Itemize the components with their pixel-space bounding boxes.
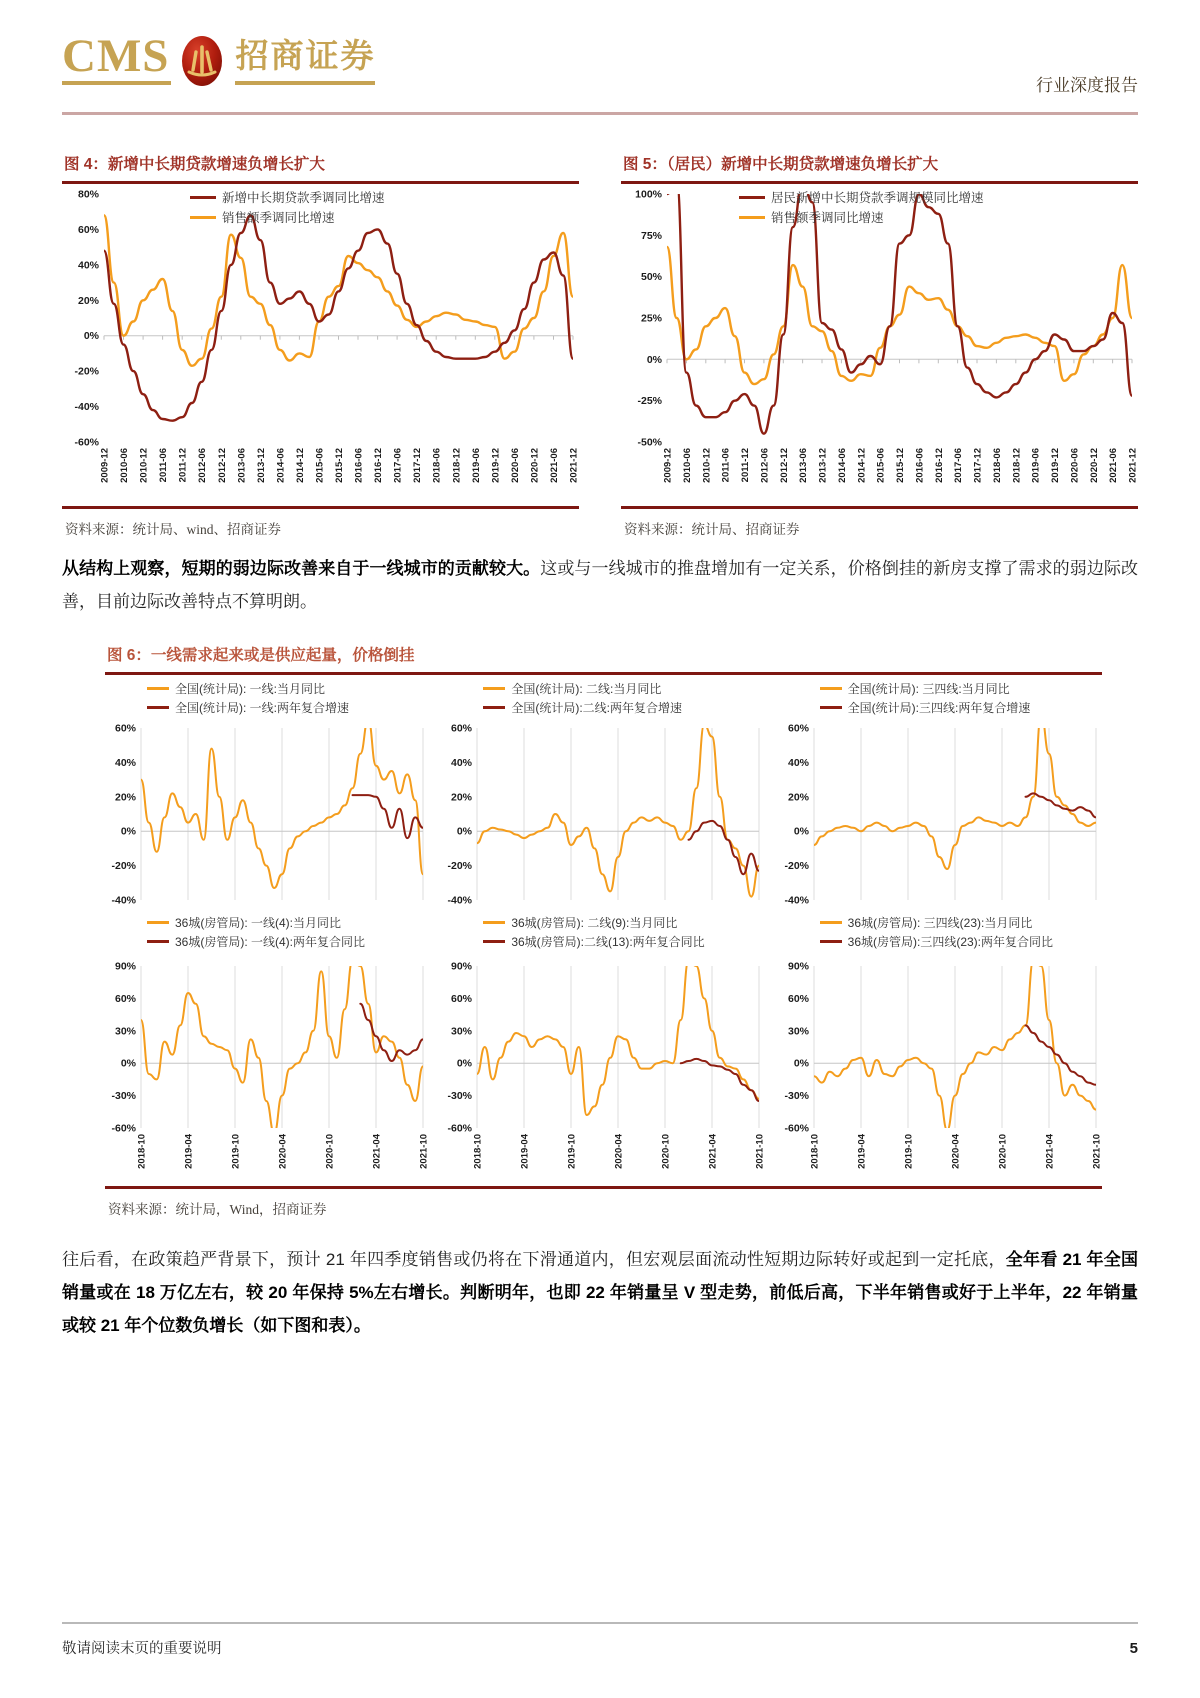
x-axis-tick: 2010-06	[119, 448, 130, 483]
y-axis-tick: 40%	[451, 756, 473, 769]
x-axis-tick: 2015-06	[314, 448, 326, 483]
y-axis-tick: -20%	[784, 860, 809, 873]
x-axis-tick: 2021-06	[1108, 448, 1120, 483]
legend-label: 全国(统计局):三四线:两年复合增速	[847, 701, 1031, 715]
analysis-paragraph-1	[62, 552, 1138, 618]
x-axis-tick: 2021-06	[549, 448, 560, 483]
x-axis-tick: 2009-12	[662, 448, 674, 483]
legend-item	[483, 914, 704, 931]
x-axis-tick: 2012-12	[216, 448, 228, 483]
legend-item	[483, 680, 682, 697]
figure5-source: 资料来源：统计局、招商证券	[624, 522, 800, 537]
subchart-legend	[820, 680, 1031, 716]
chart-canvas	[105, 914, 429, 1186]
legend-label: 36城(房管局): 一线(4):两年复合同比	[175, 935, 366, 949]
x-axis-tick: 2019-12	[490, 448, 502, 483]
x-axis-tick: 2016-12	[373, 448, 385, 483]
x-axis-tick: 2016-06	[914, 448, 926, 483]
x-axis-tick: 2019-10	[230, 1134, 242, 1169]
y-axis-tick: 0%	[120, 1057, 136, 1070]
figure5	[621, 150, 1138, 538]
x-axis-tick: 2016-12	[933, 448, 945, 483]
chart-canvas	[621, 184, 1138, 506]
chart-canvas	[441, 914, 765, 1186]
y-axis-tick: 80%	[77, 188, 99, 201]
figure6-subchart-36city-tier1	[105, 914, 429, 1186]
y-axis-tick: 60%	[114, 992, 136, 1005]
series-line	[1025, 793, 1096, 817]
x-axis-tick: 2013-06	[236, 448, 248, 483]
legend-item	[190, 188, 385, 206]
figure6-subchart-tier2	[441, 680, 765, 910]
figure5-chart	[621, 184, 1138, 506]
y-axis-tick: 40%	[77, 259, 99, 272]
subchart-legend	[820, 914, 1053, 950]
legend-label: 新增中长期贷款季调同比增速	[222, 191, 385, 205]
legend-label: 36城(房管局):三四线(23):两年复合同比	[847, 935, 1054, 949]
y-axis-tick: 60%	[787, 992, 809, 1005]
y-axis-tick: 0%	[793, 825, 809, 838]
analysis-paragraph-2	[62, 1243, 1138, 1342]
figure6-grid	[105, 680, 1102, 1186]
y-axis-tick: 0%	[83, 330, 99, 343]
cms-badge-icon	[181, 35, 223, 87]
legend-item	[739, 188, 984, 206]
y-axis-tick: 60%	[451, 992, 473, 1005]
x-axis-tick: 2012-12	[778, 448, 790, 483]
y-axis-tick: 25%	[640, 312, 662, 325]
x-axis-tick: 2015-06	[875, 448, 887, 483]
chart-canvas	[778, 914, 1102, 1186]
y-axis-tick: 40%	[114, 756, 136, 769]
y-axis-tick: -30%	[784, 1090, 809, 1103]
series-line	[681, 1059, 759, 1101]
x-axis-tick: 2020-12	[529, 448, 541, 483]
legend-swatch	[483, 687, 505, 690]
legend-label: 全国(统计局): 一线:两年复合增速	[175, 701, 349, 715]
legend-label: 居民新增中长期贷款季调规模同比增速	[771, 191, 984, 205]
legend-swatch	[190, 196, 216, 199]
x-axis-tick: 2021-10	[1091, 1134, 1102, 1169]
subchart-tier2-36city	[441, 914, 765, 1186]
legend-item	[190, 208, 385, 226]
analysis-2-bold: 全年看 21 年全国销量或在 18 万亿左右，较 20 年保持 5%左右增长。判断明年，也即 22 年销量呈 V 型走势，前低后高，下半年销售或好于上半年，22 年销量或较 21 年个位数负增长（如下图和表）。	[62, 1250, 1138, 1336]
legend-label: 全国(统计局): 三四线:当月同比	[847, 682, 1010, 696]
analysis-2-pre: 往后看，在政策趋严背景下，预计 21 年四季度销售或仍将在下滑通道内，但宏观层面流动性短期边际转好或起到一定托底，	[62, 1250, 1006, 1269]
x-axis-tick: 2019-04	[856, 1134, 868, 1169]
x-axis-tick: 2020-10	[660, 1134, 672, 1169]
x-axis-tick: 2021-04	[1044, 1134, 1056, 1169]
x-axis-tick: 2018-06	[991, 448, 1003, 483]
x-axis-tick: 2016-06	[353, 448, 365, 483]
figure6-subchart-tier1	[105, 680, 429, 910]
legend-item	[820, 699, 1031, 716]
x-axis-tick: 2020-04	[277, 1134, 289, 1169]
analysis-1-bold: 从结构上观察，短期的弱边际改善来自于一线城市的贡献较大。	[62, 559, 541, 578]
legend-item	[820, 914, 1053, 931]
y-axis-tick: 0%	[457, 1057, 473, 1070]
x-axis-tick: 2020-04	[950, 1134, 962, 1169]
x-axis-tick: 2020-10	[324, 1134, 336, 1169]
y-axis-tick: 20%	[114, 791, 136, 804]
legend-item	[483, 699, 682, 716]
y-axis-tick: 90%	[114, 960, 136, 973]
x-axis-tick: 2019-04	[183, 1134, 195, 1169]
legend-item	[739, 208, 984, 226]
x-axis-tick: 2021-12	[1127, 448, 1138, 483]
y-axis-tick: -25%	[637, 395, 662, 408]
y-axis-tick: -60%	[447, 1122, 473, 1135]
subchart-legend	[147, 914, 365, 950]
x-axis-tick: 2011-06	[720, 448, 732, 483]
legend-item	[483, 933, 704, 950]
page-footer	[62, 1622, 1138, 1658]
analysis-1-rest: 这或与一线城市的推盘增加有一定关系，价格倒挂的新房支撑了需求的弱边际改善，目前边际改善特点不算明朗。	[62, 559, 1139, 612]
footer-disclaimer: 敬请阅读末页的重要说明	[62, 1641, 222, 1657]
x-axis-tick: 2015-12	[895, 448, 906, 483]
legend-swatch	[739, 216, 765, 219]
x-axis-tick: 2020-06	[509, 448, 521, 483]
legend-swatch	[483, 940, 505, 943]
x-axis-tick: 2019-06	[1030, 448, 1042, 483]
figure6-title-rule	[105, 672, 1102, 675]
figure-row	[62, 150, 1138, 538]
y-axis-tick: -40%	[447, 894, 473, 907]
report-type-label: 行业深度报告	[1036, 76, 1138, 95]
x-axis-tick: 2019-06	[470, 448, 482, 483]
legend-swatch	[820, 706, 842, 709]
x-axis-tick: 2020-12	[1088, 448, 1100, 483]
x-axis-tick: 2020-04	[613, 1134, 625, 1169]
x-axis-tick: 2014-12	[294, 448, 306, 483]
y-axis-tick: 90%	[787, 960, 809, 973]
y-axis-tick: -40%	[74, 401, 99, 414]
legend-label: 全国(统计局): 一线:当月同比	[175, 682, 325, 696]
y-axis-tick: -30%	[447, 1090, 473, 1103]
y-axis-tick: -40%	[111, 894, 136, 907]
x-axis-tick: 2017-12	[972, 448, 984, 483]
x-axis-tick: 2017-06	[953, 448, 965, 483]
x-axis-tick: 2021-04	[371, 1134, 383, 1169]
series-line	[689, 821, 760, 874]
x-axis-tick: 2013-12	[817, 448, 829, 483]
y-axis-tick: 20%	[77, 294, 99, 307]
x-axis-tick: 2010-06	[681, 448, 693, 483]
y-axis-tick: 0%	[646, 353, 662, 366]
x-axis-tick: 2010-12	[138, 448, 150, 483]
figure4-legend	[190, 188, 385, 226]
y-axis-tick: -20%	[447, 860, 473, 873]
x-axis-tick: 2015-12	[334, 448, 345, 483]
y-axis-tick: 20%	[787, 791, 809, 804]
y-axis-tick: -20%	[74, 365, 99, 378]
x-axis-tick: 2020-10	[997, 1134, 1009, 1169]
legend-swatch	[820, 940, 842, 943]
x-axis-tick: 2021-10	[754, 1134, 766, 1169]
legend-label: 全国(统计局):二线:两年复合增速	[511, 701, 682, 715]
figure6-subchart-36city-tier34	[778, 914, 1102, 1186]
legend-label: 36城(房管局): 二线(9):当月同比	[511, 916, 678, 930]
subchart-tier34-36city	[778, 914, 1102, 1186]
legend-swatch	[483, 706, 505, 709]
legend-swatch	[147, 940, 169, 943]
legend-label: 销售额季调同比增速	[771, 211, 884, 225]
legend-item	[820, 680, 1031, 697]
y-axis-tick: 20%	[451, 791, 473, 804]
x-axis-tick: 2018-12	[1011, 448, 1023, 483]
legend-swatch	[483, 921, 505, 924]
y-axis-tick: -60%	[784, 1122, 809, 1135]
y-axis-tick: 75%	[640, 229, 662, 242]
y-axis-tick: 0%	[793, 1057, 809, 1070]
legend-swatch	[147, 687, 169, 690]
x-axis-tick: 2014-06	[275, 448, 287, 483]
legend-swatch	[147, 921, 169, 924]
x-axis-tick: 2011-06	[158, 448, 170, 483]
figure6	[105, 641, 1102, 1218]
y-axis-tick: 60%	[114, 722, 136, 735]
figure6-subchart-tier34	[778, 680, 1102, 910]
page-header	[62, 30, 1138, 106]
y-axis-tick: 0%	[120, 825, 136, 838]
x-axis-tick: 2009-12	[99, 448, 111, 483]
page-number: 5	[1129, 1640, 1138, 1657]
x-axis-tick: 2010-12	[701, 448, 713, 483]
legend-item	[147, 680, 349, 697]
x-axis-tick: 2021-12	[568, 448, 579, 483]
x-axis-tick: 2012-06	[759, 448, 771, 483]
y-axis-tick: -50%	[637, 436, 662, 449]
y-axis-tick: -40%	[784, 894, 809, 907]
legend-label: 36城(房管局): 三四线(23):当月同比	[847, 916, 1033, 930]
y-axis-tick: -30%	[111, 1090, 136, 1103]
x-axis-tick: 2011-12	[177, 448, 189, 483]
cms-logo-text: CMS	[62, 34, 171, 85]
figure4-chart	[62, 184, 579, 506]
y-axis-tick: 60%	[451, 722, 473, 735]
x-axis-tick: 2014-12	[856, 448, 868, 483]
legend-swatch	[820, 921, 842, 924]
chart-canvas	[62, 184, 579, 506]
subchart-tier1-36city	[105, 914, 429, 1186]
x-axis-tick: 2018-12	[451, 448, 463, 483]
y-axis-tick: 30%	[451, 1025, 473, 1038]
legend-swatch	[739, 196, 765, 199]
header-divider	[62, 112, 1138, 115]
legend-swatch	[190, 216, 216, 219]
x-axis-tick: 2018-10	[472, 1134, 484, 1169]
legend-label: 36城(房管局): 一线(4):当月同比	[175, 916, 342, 930]
y-axis-tick: -60%	[111, 1122, 136, 1135]
legend-swatch	[147, 706, 169, 709]
legend-label: 36城(房管局):二线(13):两年复合同比	[511, 935, 705, 949]
legend-swatch	[820, 687, 842, 690]
figure5-legend	[739, 188, 984, 226]
subchart-legend	[483, 680, 682, 716]
x-axis-tick: 2018-06	[431, 448, 443, 483]
y-axis-tick: -60%	[74, 436, 99, 449]
cms-logo	[62, 30, 1138, 85]
figure5-title: 图 5：（居民）新增中长期贷款增速负增长扩大	[623, 156, 939, 173]
x-axis-tick: 2014-06	[836, 448, 848, 483]
y-axis-tick: 60%	[77, 223, 99, 236]
y-axis-tick: 30%	[114, 1025, 136, 1038]
figure4	[62, 150, 579, 538]
x-axis-tick: 2019-04	[519, 1134, 531, 1169]
x-axis-tick: 2018-10	[136, 1134, 148, 1169]
y-axis-tick: 40%	[787, 756, 809, 769]
legend-label: 全国(统计局): 二线:当月同比	[511, 682, 662, 696]
legend-item	[820, 933, 1053, 950]
x-axis-tick: 2020-06	[1069, 448, 1081, 483]
x-axis-tick: 2011-12	[740, 448, 751, 483]
subchart-legend	[147, 680, 349, 716]
x-axis-tick: 2019-12	[1050, 448, 1061, 483]
y-axis-tick: 90%	[451, 960, 473, 973]
legend-label: 销售额季调同比增速	[222, 211, 335, 225]
x-axis-tick: 2013-06	[798, 448, 810, 483]
y-axis-tick: 30%	[787, 1025, 809, 1038]
legend-item	[147, 914, 365, 931]
legend-item	[147, 933, 365, 950]
y-axis-tick: 50%	[640, 271, 662, 284]
x-axis-tick: 2012-06	[197, 448, 209, 483]
series-line	[667, 247, 1132, 384]
figure6-source: 资料来源：统计局，Wind，招商证券	[108, 1202, 327, 1217]
x-axis-tick: 2019-10	[566, 1134, 578, 1169]
figure6-title: 图 6：一线需求起来或是供应起量，价格倒挂	[107, 647, 415, 664]
cms-logo-chinese: 招商证券	[235, 38, 375, 84]
y-axis-tick: -20%	[111, 860, 136, 873]
x-axis-tick: 2017-06	[392, 448, 404, 483]
subchart-legend	[483, 914, 704, 950]
x-axis-tick: 2013-12	[255, 448, 267, 483]
figure4-source: 资料来源：统计局、wind、招商证券	[65, 522, 281, 537]
x-axis-tick: 2017-12	[412, 448, 424, 483]
x-axis-tick: 2021-04	[707, 1134, 719, 1169]
x-axis-tick: 2019-10	[903, 1134, 915, 1169]
x-axis-tick: 2021-10	[418, 1134, 429, 1169]
legend-item	[147, 699, 349, 716]
y-axis-tick: 60%	[787, 722, 809, 735]
figure4-title: 图 4：新增中长期贷款增速负增长扩大	[64, 156, 325, 173]
figure6-subchart-36city-tier2	[441, 914, 765, 1186]
y-axis-tick: 100%	[635, 188, 662, 201]
x-axis-tick: 2018-10	[809, 1134, 821, 1169]
y-axis-tick: 0%	[457, 825, 473, 838]
